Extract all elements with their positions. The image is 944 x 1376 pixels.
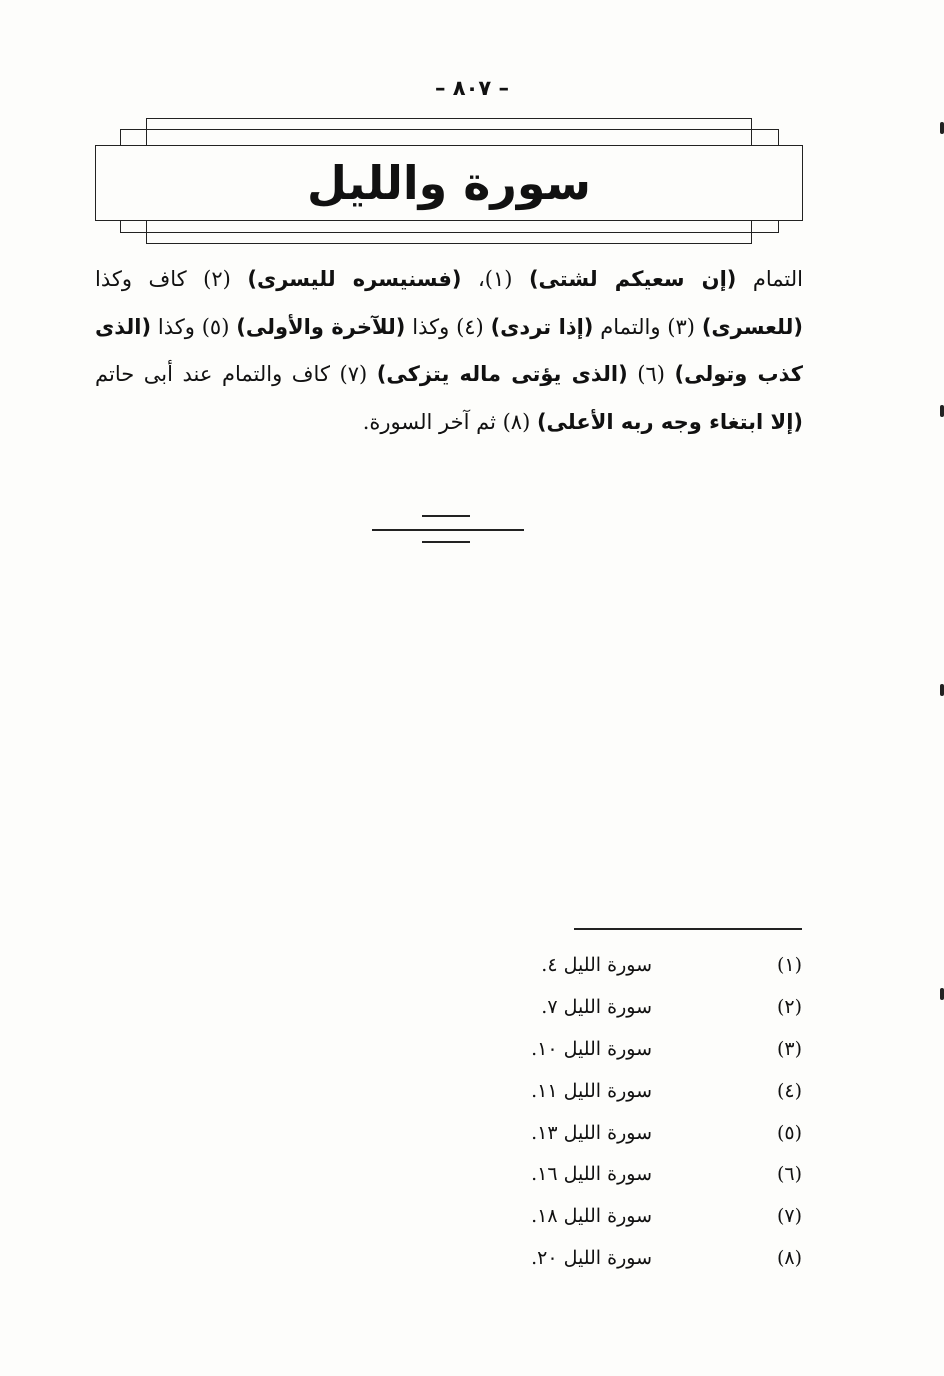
footnote-number: (٤): [776, 1079, 802, 1102]
quran-quote: (الذى يؤتى ماله يتزكى): [376, 362, 628, 386]
footnote-reference: سورة الليل ٧.: [541, 995, 652, 1018]
quran-quote: (إذا تردى): [490, 314, 594, 339]
body-text-segment: (٤) وكذا: [405, 314, 491, 339]
quran-quote: (للآخرة والأولى): [236, 314, 406, 339]
footnote-reference: سورة الليل ١١.: [531, 1079, 652, 1102]
footnote-reference: سورة الليل ٢٠.: [531, 1247, 652, 1270]
footnote-reference: سورة الليل ٤.: [541, 953, 652, 976]
body-text-segment: (٨) ثم آخر السورة.: [362, 409, 537, 434]
quran-quote: (للعسرى): [701, 314, 803, 339]
quran-quote: (إن سعيكم لشتى): [528, 267, 737, 291]
footnote-number: (٨): [776, 1247, 802, 1270]
footnote-number: (٦): [776, 1163, 802, 1186]
divider-line-middle: [372, 529, 524, 531]
binding-mark: [940, 684, 944, 696]
body-text-segment: (١)،: [461, 267, 529, 291]
body-text-segment: (٣) والتمام: [593, 314, 702, 339]
body-text-segment: (٥) وكذا: [151, 314, 237, 339]
binding-mark: [940, 405, 944, 417]
section-divider-ornament: [372, 513, 524, 547]
binding-mark: [940, 122, 944, 134]
body-paragraph: [95, 256, 803, 446]
footnote-item: [440, 1028, 802, 1070]
page-number: – ٨٠٧ –: [434, 76, 510, 100]
footnote-number: (١): [776, 953, 802, 976]
divider-line-top: [422, 515, 470, 517]
body-text-segment: التمام: [736, 267, 803, 291]
footnote-item: [440, 1195, 802, 1237]
footnote-item: [440, 1070, 802, 1112]
surah-title: سورة والليل: [307, 156, 591, 210]
body-text-segment: (٦): [627, 362, 675, 386]
footnote-reference: سورة الليل ١٦.: [531, 1163, 652, 1186]
footnote-number: (٥): [776, 1121, 802, 1144]
footnote-number: (٧): [776, 1205, 802, 1228]
quran-quote: (فسنيسره لليسرى): [247, 267, 462, 291]
divider-line-bottom: [422, 541, 470, 543]
binding-mark: [940, 988, 944, 1000]
quran-quote: (إلا ابتغاء وجه ربه الأعلى): [536, 409, 803, 434]
footnote-number: (٢): [776, 995, 802, 1018]
footnote-reference: سورة الليل ١٠.: [531, 1037, 652, 1060]
footnote-item: [440, 1112, 802, 1154]
footnote-item: [440, 1153, 802, 1195]
body-text-segment: (٢) كاف وكذا: [95, 267, 248, 291]
quran-quote: (الذى كذب وتولى): [95, 314, 803, 386]
footnote-separator: [574, 928, 802, 930]
footnotes-list: [440, 944, 802, 1279]
footnote-reference: سورة الليل ١٣.: [531, 1121, 652, 1144]
body-text-segment: (٧) كاف والتمام عند أبى حاتم: [95, 362, 377, 386]
footnote-item: [440, 944, 802, 986]
footnote-reference: سورة الليل ١٨.: [531, 1205, 652, 1228]
footnote-item: [440, 1237, 802, 1279]
footnote-number: (٣): [776, 1037, 802, 1060]
footnote-item: [440, 986, 802, 1028]
